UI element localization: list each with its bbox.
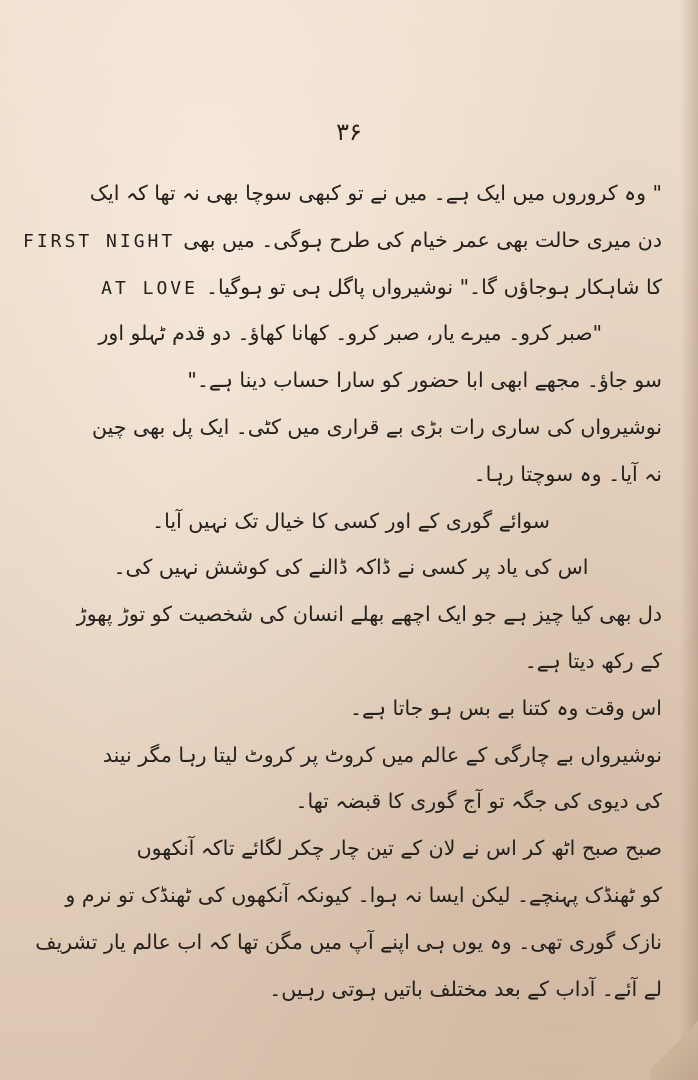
page-corner (650, 1020, 698, 1080)
text-line: نازک گوری تھی۔ وہ یوں ہی اپنے آپ میں مگن تھا کہ اب عالم یار تشریف (35, 929, 662, 954)
text-line: سوائے گوری کے اور کسی کا خیال تک نہیں آیا۔ (152, 508, 550, 533)
text-line: نوشیرواں کی ساری رات بڑی بے قراری میں کٹی۔ ایک پل بھی چین (92, 414, 662, 439)
text-line: لے آئے۔ آداب کے بعد مختلف باتیں ہوتی رہیں۔ (269, 976, 662, 1001)
text-line: کو ٹھنڈک پہنچے۔ لیکن ایسا نہ ہوا۔ کیونکہ آنکھوں کی ٹھنڈک تو نرم و (65, 882, 662, 907)
text-line-urdu: کا شاہکار ہوجاؤں گا۔" نوشیرواں پاگل ہی تو ہوگیا۔ (205, 274, 662, 299)
text-line-urdu: دن میری حالت بھی عمر خیام کی طرح ہوگی۔ میں بھی (183, 227, 662, 252)
page-edge-shadow (680, 0, 698, 1080)
text-line (23, 217, 662, 264)
text-line-english: AT LOVE (101, 277, 198, 299)
text-line (40, 264, 662, 311)
text-line: اس وقت وہ کتنا بے بس ہو جاتا ہے۔ (349, 695, 662, 720)
text-line: "صبر کرو۔ میرے یار، صبر کرو۔ کھانا کھاؤ۔ دو قدم ٹہلو اور (98, 321, 602, 346)
text-line: دل بھی کیا چیز ہے جو ایک اچھے بھلے انسان کی شخصیت کو توڑ پھوڑ (76, 602, 662, 627)
text-body (23, 170, 662, 1012)
text-line: سو جاؤ۔ مجھے ابھی ابا حضور کو سارا حساب دینا ہے۔" (187, 368, 662, 393)
text-line: نہ آیا۔ وہ سوچتا رہا۔ (473, 461, 662, 486)
text-line: اس کی یاد پر کسی نے ڈاکہ ڈالنے کی کوشش نہیں کی۔ (113, 555, 589, 580)
text-line: کی دیوی کی جگہ تو آج گوری کا قبضہ تھا۔ (295, 789, 662, 814)
text-line: " وہ کروروں میں ایک ہے۔ میں نے تو کبھی سوچا بھی نہ تھا کہ ایک (89, 181, 662, 205)
text-line: کے رکھ دیتا ہے۔ (524, 648, 662, 673)
page-number: ۳۶ (336, 118, 362, 146)
text-line: صبح صبح اٹھ کر اس نے لان کے تین چار چکر لگائے تاکہ آنکھوں (136, 836, 662, 861)
text-line: نوشیرواں بے چارگی کے عالم میں کروٹ پر کروٹ لیتا رہا مگر نیند (102, 742, 662, 767)
text-line-english: FIRST NIGHT (23, 230, 176, 252)
